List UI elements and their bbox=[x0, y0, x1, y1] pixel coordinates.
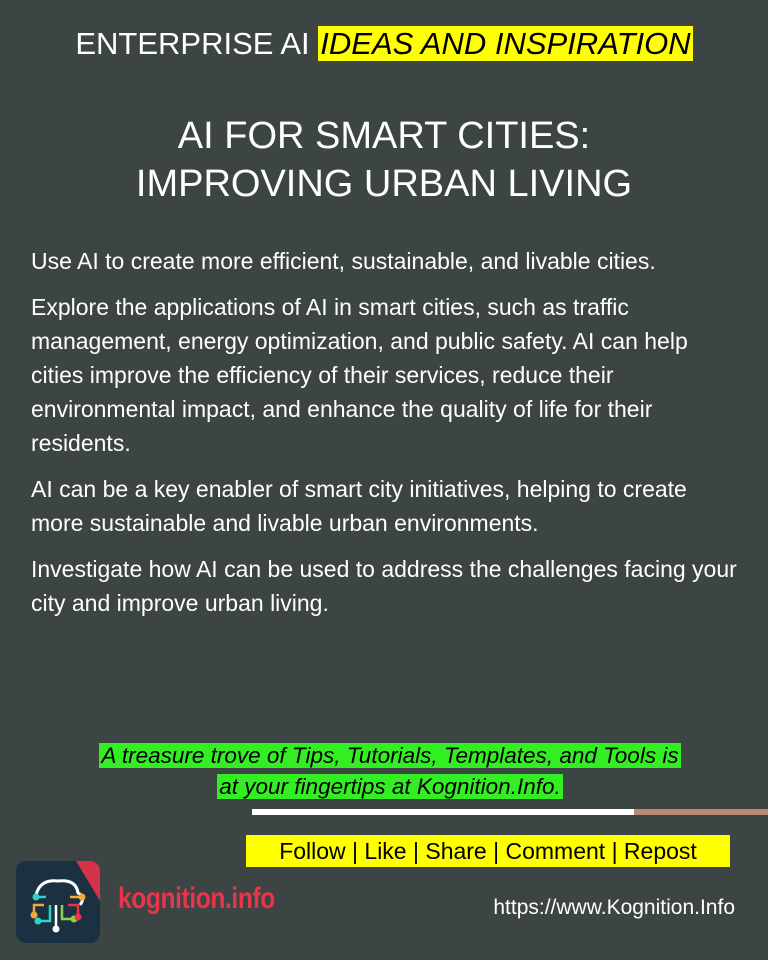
website-url[interactable]: https://www.Kognition.Info bbox=[493, 896, 735, 919]
paragraph-2: Explore the applications of AI in smart cities, such as traffic management, energy optimization, and public safety. AI can help cities improve the efficiency of their services, reduce their environmental impact, and enhance the quality of life for their residents. bbox=[31, 294, 688, 456]
paragraph-1: Use AI to create more efficient, sustainable, and livable cities. bbox=[31, 248, 656, 274]
paragraph-3: AI can be a key enabler of smart city initiatives, helping to create more sustainable and livable urban environments. bbox=[31, 476, 687, 536]
title-line-2: IMPROVING URBAN LIVING bbox=[135, 163, 633, 205]
header-prefix: ENTERPRISE AI bbox=[75, 26, 310, 61]
page-title bbox=[0, 112, 768, 208]
brand-name: kognition.info bbox=[118, 882, 275, 915]
body-text bbox=[31, 244, 743, 632]
circuit-brain-icon bbox=[16, 861, 100, 943]
promo-banner bbox=[40, 740, 740, 802]
divider bbox=[252, 809, 768, 815]
promo-line-2: at your fingertips at Kognition.Info. bbox=[219, 774, 561, 799]
title-line-1: AI FOR SMART CITIES: bbox=[177, 115, 591, 157]
header bbox=[0, 26, 768, 62]
promo-line-1: A treasure trove of Tips, Tutorials, Templates, and Tools is bbox=[101, 743, 679, 768]
header-highlight: IDEAS AND INSPIRATION bbox=[320, 26, 691, 61]
paragraph-4: Investigate how AI can be used to address the challenges facing your city and improve urban living. bbox=[31, 556, 737, 616]
social-actions: Follow | Like | Share | Comment | Repost bbox=[246, 835, 730, 867]
